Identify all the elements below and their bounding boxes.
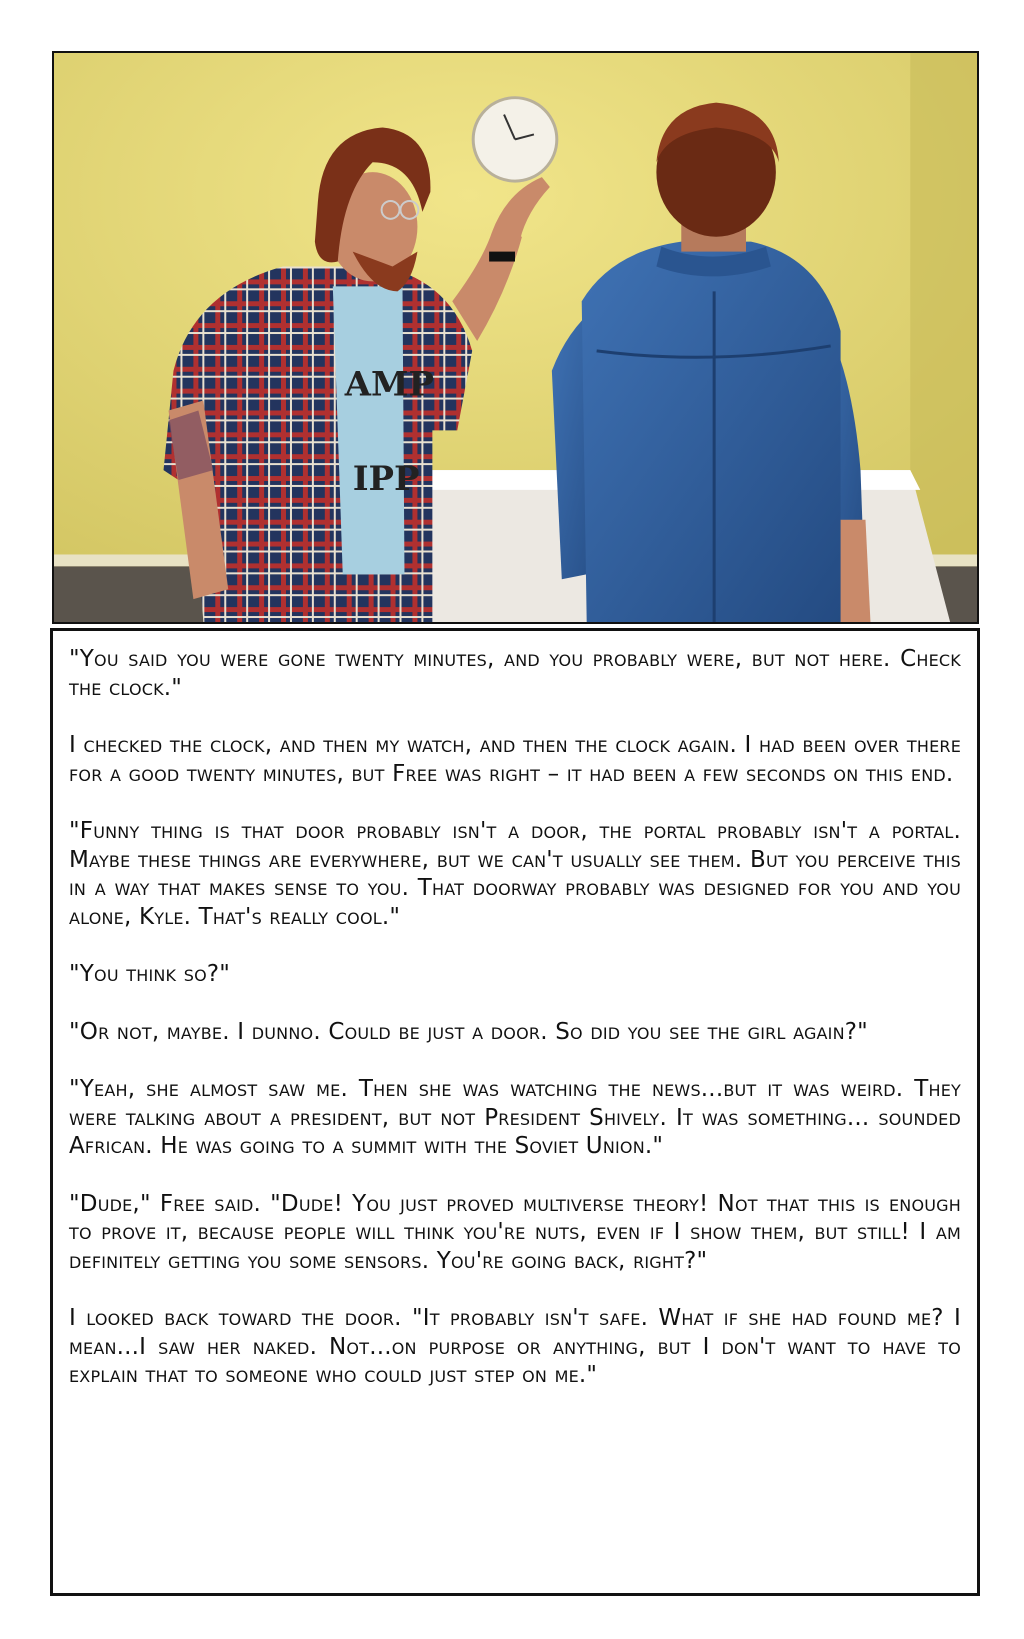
paragraph-7: "Dude," Free said. "Dude! You just proved multiverse theory! Not that this is enough to prove it, because people will think you're nuts, even if I show them, but still! I am definitely getting you some sensors. You're going back, right?": [69, 1190, 961, 1274]
paragraph-4: "You think so?": [69, 961, 231, 987]
svg-text:AMP: AMP: [344, 363, 434, 404]
paragraph-1: "You said you were gone twenty minutes, and you probably were, but not here. Check the clock.": [69, 646, 961, 701]
wall-clock-icon: [473, 98, 557, 181]
narration-box: [50, 628, 980, 1596]
svg-text:IPP: IPP: [352, 457, 420, 498]
paragraph-6: "Yeah, she almost saw me. Then she was watching the news...but it was weird. They were talking about a president, but not President Shively. It was something... sounded African. He was going to a summit with the Soviet Union.": [69, 1076, 961, 1159]
paragraph-5: "Or not, maybe. I dunno. Could be just a door. So did you see the girl again?": [69, 1018, 868, 1045]
paragraph-3: "Funny thing is that door probably isn't a door, the portal probably isn't a portal. Maybe these things are everywhere, but we can't usually see them. But you perceive this in a way that makes sense to you. That doorway probably was designed for you and you alone, Kyle. That's really cool.": [69, 818, 961, 930]
paragraph-8: I looked back toward the door. "It probably isn't safe. What if she had found me? I mean...I saw her naked. Not...on purpose or anything, but I don't want to have to explain that to someone who could just step on me.": [69, 1305, 961, 1388]
scene-illustration: [54, 53, 977, 622]
paragraph-2: I checked the clock, and then my watch, and then the clock again. I had been over there for a good twenty minutes, but Free was right – it had been a few seconds on this end.: [69, 732, 961, 787]
comic-panel: [52, 51, 979, 624]
